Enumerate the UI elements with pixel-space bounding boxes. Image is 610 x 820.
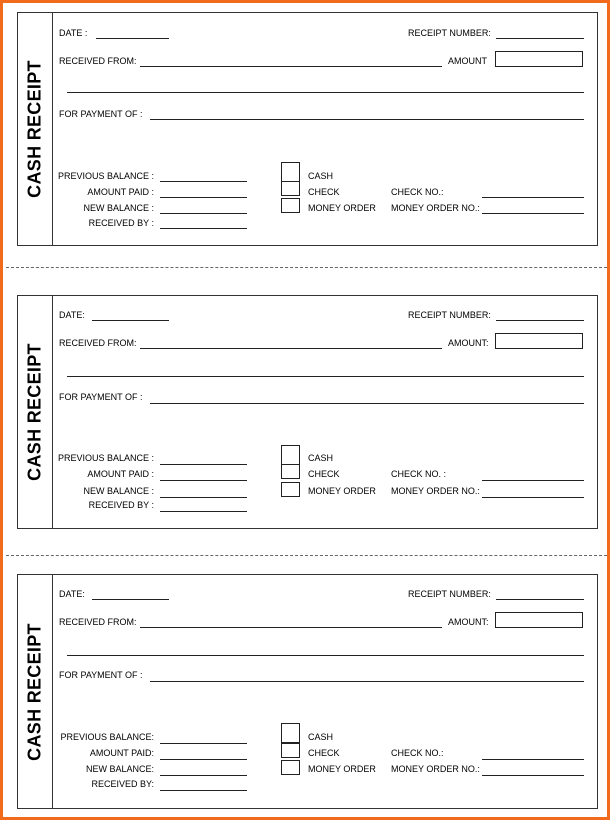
date-field[interactable] — [92, 599, 169, 600]
check-label: CHECK — [308, 187, 340, 197]
amount-label: AMOUNT: — [448, 617, 489, 627]
received-from-field[interactable] — [140, 627, 442, 628]
check-no-field[interactable] — [482, 480, 584, 481]
check-label: CHECK — [308, 469, 340, 479]
money-order-checkbox[interactable] — [281, 760, 300, 775]
new-balance-field[interactable] — [160, 497, 247, 498]
money-order-no-field[interactable] — [482, 497, 584, 498]
cash-checkbox[interactable] — [281, 162, 300, 182]
cash-label: CASH — [308, 171, 334, 181]
check-checkbox[interactable] — [281, 743, 300, 758]
check-no-label: CHECK NO.: — [391, 748, 444, 758]
money-order-label: MONEY ORDER — [308, 203, 376, 213]
check-no-field[interactable] — [482, 197, 584, 198]
date-field[interactable] — [92, 320, 169, 321]
amount-paid-field[interactable] — [160, 759, 247, 760]
new-balance-label: NEW BALANCE: — [85, 764, 154, 774]
for-payment-field[interactable] — [150, 681, 584, 682]
blank-line[interactable] — [67, 655, 584, 656]
money-order-no-field[interactable] — [482, 213, 584, 214]
amount-label: AMOUNT: — [448, 338, 489, 348]
received-from-label: RECEIVED FROM: — [59, 617, 137, 627]
money-order-no-label: MONEY ORDER NO.: — [391, 486, 480, 496]
previous-balance-field[interactable] — [160, 464, 247, 465]
received-by-label: RECEIVED BY : — [88, 218, 154, 228]
received-from-label: RECEIVED FROM: — [59, 338, 137, 348]
receipt-number-field[interactable] — [496, 320, 584, 321]
new-balance-field[interactable] — [160, 213, 247, 214]
check-checkbox[interactable] — [281, 181, 300, 196]
receipt-side-panel — [18, 296, 53, 528]
check-checkbox[interactable] — [281, 464, 300, 479]
received-by-label: RECEIVED BY : — [88, 500, 154, 510]
money-order-label: MONEY ORDER — [308, 764, 376, 774]
previous-balance-label: PREVIOUS BALANCE : — [57, 453, 154, 463]
money-order-no-field[interactable] — [482, 775, 584, 776]
amount-paid-field[interactable] — [160, 197, 247, 198]
amount-paid-label: AMOUNT PAID: — [89, 748, 154, 758]
cut-line — [6, 267, 607, 268]
money-order-checkbox[interactable] — [281, 482, 300, 497]
new-balance-label: NEW BALANCE : — [83, 203, 154, 213]
cut-line — [6, 555, 607, 556]
blank-line[interactable] — [67, 376, 584, 377]
date-label: DATE: — [59, 589, 85, 599]
received-from-field[interactable] — [140, 348, 442, 349]
amount-box[interactable] — [495, 333, 583, 349]
receipt-title: CASH RECEIPT — [24, 622, 45, 761]
for-payment-label: FOR PAYMENT OF : — [59, 670, 143, 680]
date-label: DATE : — [59, 28, 88, 38]
receipt-number-label: RECEIPT NUMBER: — [408, 310, 491, 320]
receipt-title: CASH RECEIPT — [24, 343, 45, 481]
received-by-field[interactable] — [160, 511, 247, 512]
previous-balance-field[interactable] — [160, 181, 247, 182]
check-label: CHECK — [308, 748, 340, 758]
for-payment-field[interactable] — [150, 403, 584, 404]
cash-checkbox[interactable] — [281, 723, 300, 743]
check-no-field[interactable] — [482, 759, 584, 760]
amount-paid-label: AMOUNT PAID : — [87, 187, 154, 197]
receipt-number-field[interactable] — [496, 599, 584, 600]
cash-label: CASH — [308, 732, 334, 742]
previous-balance-label: PREVIOUS BALANCE: — [60, 732, 154, 742]
receipt-number-field[interactable] — [496, 38, 584, 39]
received-by-field[interactable] — [160, 228, 247, 229]
received-by-label: RECEIVED BY: — [91, 779, 154, 789]
previous-balance-field[interactable] — [160, 743, 247, 744]
received-from-label: RECEIVED FROM: — [59, 56, 137, 66]
cash-checkbox[interactable] — [281, 445, 300, 465]
money-order-no-label: MONEY ORDER NO.: — [391, 203, 480, 213]
for-payment-label: FOR PAYMENT OF : — [59, 109, 143, 119]
for-payment-field[interactable] — [150, 119, 584, 120]
receipt-side-panel — [18, 575, 53, 808]
cash-receipt-1 — [17, 12, 598, 246]
amount-paid-label: AMOUNT PAID : — [87, 469, 154, 479]
previous-balance-label: PREVIOUS BALANCE : — [57, 171, 154, 181]
cash-label: CASH — [308, 453, 334, 463]
money-order-checkbox[interactable] — [281, 198, 300, 213]
amount-box[interactable] — [495, 612, 583, 628]
for-payment-label: FOR PAYMENT OF : — [59, 392, 143, 402]
money-order-no-label: MONEY ORDER NO.: — [391, 764, 480, 774]
money-order-label: MONEY ORDER — [308, 486, 376, 496]
received-by-field[interactable] — [160, 790, 247, 791]
date-field[interactable] — [96, 38, 169, 39]
receipt-title: CASH RECEIPT — [24, 60, 45, 198]
receipt-side-panel — [18, 13, 53, 245]
receipt-number-label: RECEIPT NUMBER: — [408, 589, 491, 599]
blank-line[interactable] — [67, 92, 584, 93]
check-no-label: CHECK NO.: — [391, 187, 444, 197]
amount-box[interactable] — [495, 51, 583, 67]
received-from-field[interactable] — [140, 66, 442, 67]
cash-receipt-3 — [17, 574, 598, 809]
new-balance-field[interactable] — [160, 775, 247, 776]
date-label: DATE: — [59, 310, 85, 320]
new-balance-label: NEW BALANCE : — [83, 486, 154, 496]
amount-paid-field[interactable] — [160, 480, 247, 481]
amount-label: AMOUNT — [448, 56, 487, 66]
cash-receipt-2 — [17, 295, 598, 529]
receipt-number-label: RECEIPT NUMBER: — [408, 28, 491, 38]
check-no-label: CHECK NO. : — [391, 469, 447, 479]
